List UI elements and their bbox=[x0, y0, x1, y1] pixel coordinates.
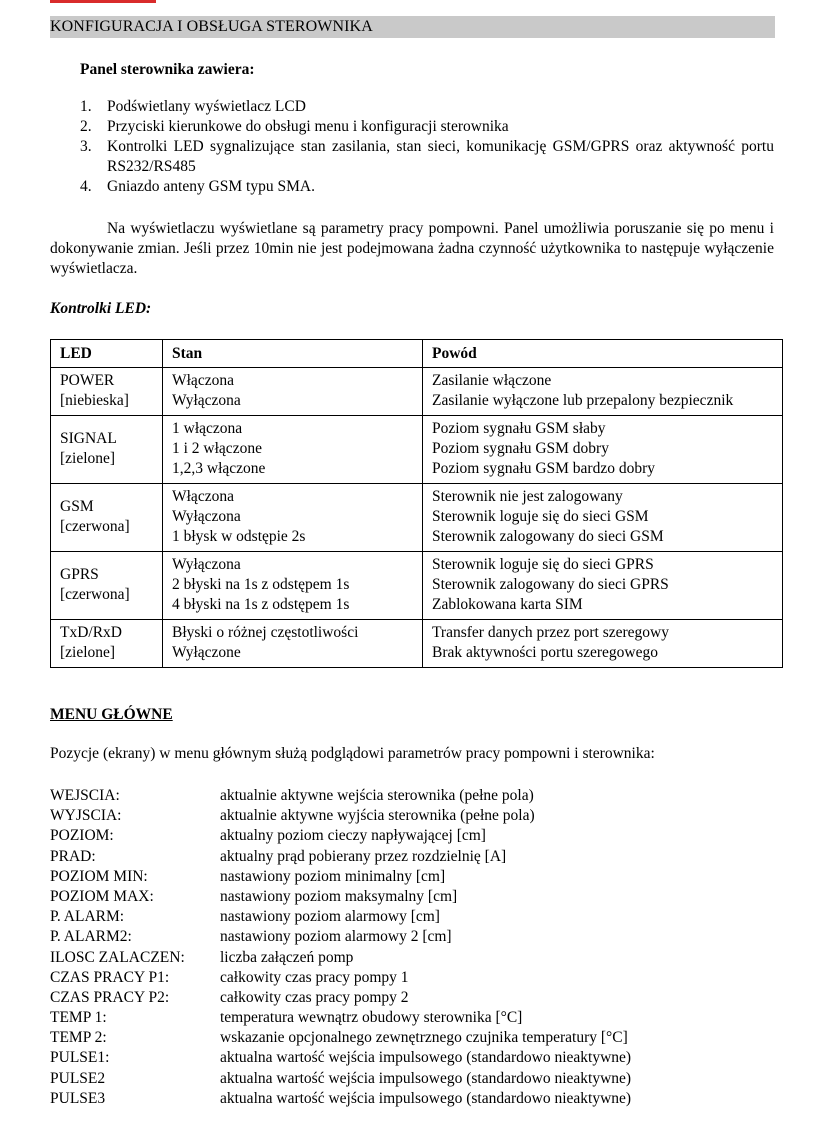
menu-item-desc: wskazanie opcjonalnego zewnętrznego czujnika temperatury [°C] bbox=[220, 1029, 628, 1047]
stan-cell bbox=[163, 620, 423, 668]
menu-item-key: PULSE2 bbox=[50, 1069, 106, 1087]
table-row bbox=[51, 552, 783, 620]
list-item-text: Przyciski kierunkowe do obsługi menu i konfiguracji sterownika bbox=[107, 118, 509, 135]
column-header-stan: Stan bbox=[163, 340, 423, 368]
list-item bbox=[50, 806, 750, 826]
stan-line: 1 i 2 włączone bbox=[172, 440, 262, 457]
stan-line: Błyski o różnej częstotliwości bbox=[172, 624, 359, 641]
menu-parameter-list bbox=[50, 786, 750, 1109]
menu-item-desc: całkowity czas pracy pompy 1 bbox=[220, 968, 409, 986]
powod-line: Transfer danych przez port szeregowy bbox=[432, 624, 670, 641]
list-item-number: 1. bbox=[80, 98, 92, 115]
led-color: [zielone] bbox=[60, 644, 116, 661]
led-heading: Kontrolki LED: bbox=[50, 300, 152, 317]
list-item bbox=[50, 786, 750, 806]
stan-line: 4 błyski na 1s z odstępem 1s bbox=[172, 596, 350, 613]
menu-item-desc: nastawiony poziom minimalny [cm] bbox=[220, 867, 446, 885]
menu-item-key: POZIOM MAX: bbox=[50, 887, 154, 905]
table-row bbox=[51, 484, 783, 552]
panel-heading: Panel sterownika zawiera: bbox=[80, 61, 255, 78]
list-item bbox=[50, 968, 750, 988]
menu-item-key: POZIOM MIN: bbox=[50, 867, 148, 885]
section-title: KONFIGURACJA I OBSŁUGA STEROWNIKA bbox=[50, 18, 373, 35]
stan-line: 1 błysk w odstępie 2s bbox=[172, 528, 306, 545]
list-item bbox=[80, 137, 774, 177]
list-item bbox=[50, 826, 750, 846]
powod-line: Sterownik zalogowany do sieci GSM bbox=[432, 528, 664, 545]
menu-item-desc: aktualna wartość wejścia impulsowego (standardowo nieaktywne) bbox=[220, 1069, 632, 1087]
led-cell bbox=[51, 368, 163, 416]
led-name: GSM bbox=[60, 498, 94, 515]
menu-item-key: TEMP 2: bbox=[50, 1029, 107, 1047]
list-item-text: Kontrolki LED sygnalizujące stan zasilania, stan sieci, komunikację GSM/GPRS oraz aktywność portu RS232/RS485 bbox=[107, 138, 774, 175]
led-name: POWER bbox=[60, 372, 115, 389]
table-header-row bbox=[51, 340, 783, 368]
list-item bbox=[50, 867, 750, 887]
menu-item-key: CZAS PRACY P2: bbox=[50, 988, 170, 1006]
menu-intro: Pozycje (ekrany) w menu głównym służą podglądowi parametrów pracy pompowni i sterownika: bbox=[50, 745, 655, 762]
powod-line: Zasilanie wyłączone lub przepalony bezpiecznik bbox=[432, 392, 734, 409]
stan-line: Włączona bbox=[172, 488, 234, 505]
stan-line: Włączona bbox=[172, 372, 234, 389]
led-cell bbox=[51, 552, 163, 620]
stan-cell bbox=[163, 484, 423, 552]
top-accent-mark bbox=[50, 0, 156, 3]
menu-item-key: CZAS PRACY P1: bbox=[50, 968, 170, 986]
menu-item-desc: nastawiony poziom maksymalny [cm] bbox=[220, 887, 458, 905]
led-name: SIGNAL bbox=[60, 430, 117, 447]
list-item bbox=[50, 1048, 750, 1068]
powod-line: Poziom sygnału GSM bardzo dobry bbox=[432, 460, 656, 477]
stan-line: 1,2,3 włączone bbox=[172, 460, 266, 477]
powod-line: Zasilanie włączone bbox=[432, 372, 552, 389]
menu-item-desc: nastawiony poziom alarmowy [cm] bbox=[220, 908, 440, 926]
menu-item-key: P. ALARM: bbox=[50, 908, 125, 926]
list-item-number: 2. bbox=[80, 118, 92, 135]
panel-description: Na wyświetlaczu wyświetlane są parametry pracy pompowni. Panel umożliwia poruszanie się po menu i dokonywanie zmian. Jeśli przez 10min nie jest podejmowana żadna czynność użytkownika to następuje wyłączenie wyświetlacza. bbox=[50, 220, 774, 277]
led-name: GPRS bbox=[60, 566, 99, 583]
list-item-text: Podświetlany wyświetlacz LCD bbox=[107, 98, 306, 115]
list-item bbox=[80, 97, 774, 117]
powod-line: Sterownik nie jest zalogowany bbox=[432, 488, 623, 505]
menu-heading: MENU GŁÓWNE bbox=[50, 706, 173, 723]
stan-line: 2 błyski na 1s z odstępem 1s bbox=[172, 576, 350, 593]
list-item bbox=[50, 847, 750, 867]
column-header-powod: Powód bbox=[423, 340, 783, 368]
list-item bbox=[50, 907, 750, 927]
powod-line: Sterownik zalogowany do sieci GPRS bbox=[432, 576, 669, 593]
table-row bbox=[51, 368, 783, 416]
list-item bbox=[50, 1028, 750, 1048]
menu-item-desc: całkowity czas pracy pompy 2 bbox=[220, 988, 409, 1006]
stan-cell bbox=[163, 416, 423, 484]
list-item bbox=[50, 927, 750, 947]
powod-line: Sterownik loguje się do sieci GSM bbox=[432, 508, 649, 525]
menu-item-desc: aktualna wartość wejścia impulsowego (standardowo nieaktywne) bbox=[220, 1089, 632, 1107]
powod-cell bbox=[423, 416, 783, 484]
powod-cell bbox=[423, 368, 783, 416]
powod-line: Poziom sygnału GSM słaby bbox=[432, 420, 606, 437]
led-cell bbox=[51, 484, 163, 552]
led-name: TxD/RxD bbox=[60, 624, 122, 641]
powod-line: Poziom sygnału GSM dobry bbox=[432, 440, 609, 457]
led-cell bbox=[51, 416, 163, 484]
list-item bbox=[50, 1008, 750, 1028]
menu-item-key: PRAD: bbox=[50, 847, 96, 865]
menu-item-desc: temperatura wewnątrz obudowy sterownika [°C] bbox=[220, 1009, 523, 1027]
powod-cell bbox=[423, 552, 783, 620]
menu-item-desc: aktualny poziom cieczy napływającej [cm] bbox=[220, 827, 486, 845]
list-item bbox=[50, 1069, 750, 1089]
led-color: [czerwona] bbox=[60, 518, 130, 535]
menu-item-desc: aktualnie aktywne wejścia sterownika (pełne pola) bbox=[220, 787, 534, 804]
menu-item-desc: aktualna wartość wejścia impulsowego (standardowo nieaktywne) bbox=[220, 1049, 632, 1067]
powod-line: Sterownik loguje się do sieci GPRS bbox=[432, 556, 654, 573]
list-item bbox=[50, 1089, 750, 1109]
stan-cell bbox=[163, 552, 423, 620]
stan-line: Wyłączona bbox=[172, 508, 241, 525]
powod-line: Zablokowana karta SIM bbox=[432, 596, 583, 613]
led-color: [niebieska] bbox=[60, 392, 129, 409]
menu-item-key: WEJSCIA: bbox=[50, 787, 120, 804]
table-row bbox=[51, 620, 783, 668]
list-item bbox=[80, 177, 774, 197]
led-color: [zielone] bbox=[60, 450, 116, 467]
menu-item-desc: aktualny prąd pobierany przez rozdzielnię [A] bbox=[220, 847, 507, 865]
stan-line: 1 włączona bbox=[172, 420, 243, 437]
panel-feature-list bbox=[80, 97, 774, 197]
menu-item-key: POZIOM: bbox=[50, 827, 114, 845]
menu-item-desc: liczba załączeń pomp bbox=[220, 948, 354, 966]
list-item bbox=[50, 887, 750, 907]
menu-item-key: TEMP 1: bbox=[50, 1009, 107, 1027]
list-item bbox=[50, 948, 750, 968]
section-banner bbox=[50, 16, 775, 38]
led-color: [czerwona] bbox=[60, 586, 130, 603]
stan-line: Wyłączone bbox=[172, 644, 241, 661]
menu-item-desc: nastawiony poziom alarmowy 2 [cm] bbox=[220, 928, 452, 946]
list-item-number: 3. bbox=[80, 138, 92, 155]
column-header-led: LED bbox=[51, 340, 163, 368]
powod-line: Brak aktywności portu szeregowego bbox=[432, 644, 658, 661]
menu-item-key: PULSE1: bbox=[50, 1049, 110, 1067]
menu-item-key: P. ALARM2: bbox=[50, 928, 132, 946]
menu-item-key: WYJSCIA: bbox=[50, 807, 122, 825]
led-table bbox=[50, 339, 783, 668]
list-item bbox=[50, 988, 750, 1008]
stan-line: Wyłączona bbox=[172, 556, 241, 573]
list-item-text: Gniazdo anteny GSM typu SMA. bbox=[107, 178, 315, 195]
powod-cell bbox=[423, 484, 783, 552]
stan-cell bbox=[163, 368, 423, 416]
menu-item-desc: aktualnie aktywne wyjścia sterownika (pełne pola) bbox=[220, 807, 535, 825]
menu-item-key: PULSE3 bbox=[50, 1089, 106, 1107]
led-cell bbox=[51, 620, 163, 668]
list-item bbox=[80, 117, 774, 137]
list-item-number: 4. bbox=[80, 178, 92, 195]
stan-line: Wyłączona bbox=[172, 392, 241, 409]
table-row bbox=[51, 416, 783, 484]
powod-cell bbox=[423, 620, 783, 668]
menu-item-key: ILOSC ZALACZEN: bbox=[50, 948, 185, 966]
